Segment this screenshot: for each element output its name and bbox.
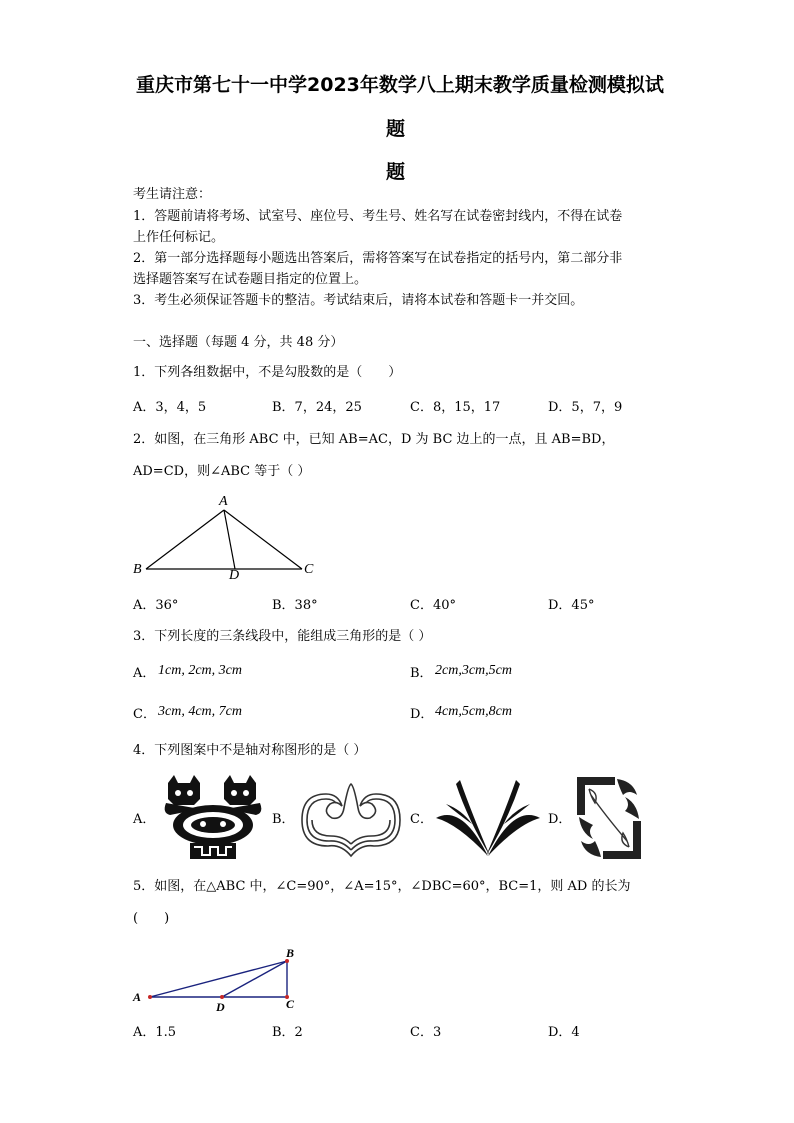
notice-item-2-cont: 选择题答案写在试卷题目指定的位置上。 — [133, 272, 368, 287]
q1-stem: 1．下列各组数据中，不是勾股数的是（ ） — [133, 365, 402, 380]
q5-label-b: B — [286, 946, 295, 960]
notice-heading: 考生请注意： — [133, 187, 212, 202]
q5-option-c: C．3 — [410, 1025, 442, 1040]
q2-label-b: B — [133, 562, 142, 577]
q4-option-b-letter: B． — [272, 812, 295, 827]
q4-option-a-letter: A． — [133, 812, 156, 827]
q2-option-a: A．36° — [133, 598, 179, 613]
q2-label-a: A — [219, 494, 228, 509]
q5-label-d: D — [216, 1000, 225, 1014]
q3-option-d-value: 4cm,5cm,8cm — [435, 704, 512, 719]
paper-cut-tigers-icon — [160, 773, 266, 863]
q5-option-a: A．1.5 — [133, 1025, 177, 1040]
q2-stem: 2．如图，在三角形 ABC 中，已知 AB=AC，D 为 BC 边上的一点，且 AB=BD， — [133, 432, 615, 447]
q3-stem: 3．下列长度的三条线段中，能组成三角形的是（ ） — [133, 629, 432, 644]
q2-option-c: C．40° — [410, 598, 456, 613]
q1-option-c: C．8，15，17 — [410, 400, 501, 415]
section-heading: 一、选择题（每题 4 分，共 48 分） — [133, 335, 344, 350]
notice-item-2: 2．第一部分选择题每小题选出答案后，需将答案写在试卷指定的括号内，第二部分非 — [133, 251, 623, 266]
q3-option-d-letter: D． — [410, 707, 434, 722]
q1-option-b: B．7，24，25 — [272, 400, 362, 415]
q4-option-c-letter: C． — [410, 812, 433, 827]
q5-option-d: D．4 — [548, 1025, 580, 1040]
q5-option-b: B．2 — [272, 1025, 303, 1040]
cloud-pattern-icon — [296, 776, 406, 862]
page-title-line2: 题 — [386, 118, 406, 140]
q4-option-d-letter: D． — [548, 812, 572, 827]
q3-option-c-value: 3cm, 4cm, 7cm — [158, 704, 242, 719]
q2-option-d: D．45° — [548, 598, 595, 613]
q2-label-c: C — [304, 562, 314, 577]
q4-stem: 4．下列图案中不是轴对称图形的是（ ） — [133, 743, 367, 758]
q1-option-a: A．3，4，5 — [133, 400, 207, 415]
q3-option-a-letter: A． — [133, 666, 156, 681]
q3-option-b-value: 2cm,3cm,5cm — [435, 663, 512, 678]
q3-option-b-letter: B． — [410, 666, 433, 681]
q5-stem: 5．如图，在△ABC 中，∠C=90°，∠A=15°，∠DBC=60°，BC=1，则 AD 的长为 — [133, 879, 631, 894]
page-title: 重庆市第七十一中学2023年数学八上期末教学质量检测模拟试 — [136, 74, 664, 96]
q3-option-a-value: 1cm, 2cm, 3cm — [158, 663, 242, 678]
q1-option-d: D．5，7，9 — [548, 400, 623, 415]
q5-label-a: A — [133, 990, 142, 1004]
q2-option-b: B．38° — [272, 598, 318, 613]
q3-option-c-letter: C． — [133, 707, 156, 722]
notice-item-3: 3．考生必须保证答题卡的整洁。考试结束后，请将本试卷和答题卡一并交回。 — [133, 293, 584, 308]
page-title-line3: 题 — [386, 161, 406, 183]
q2-label-d: D — [229, 568, 240, 583]
notice-item-1: 1．答题前请将考场、试室号、座位号、考生号、姓名写在试卷密封线内，不得在试卷 — [133, 209, 623, 224]
q2-stem-cont: AD=CD，则∠ABC 等于（ ） — [133, 464, 311, 479]
corner-ornament-icon — [575, 775, 643, 861]
q5-label-c: C — [286, 997, 295, 1011]
crossed-blades-icon — [432, 774, 544, 864]
notice-item-1-cont: 上作任何标记。 — [133, 230, 225, 245]
q5-stem-cont: ( ) — [133, 911, 170, 926]
